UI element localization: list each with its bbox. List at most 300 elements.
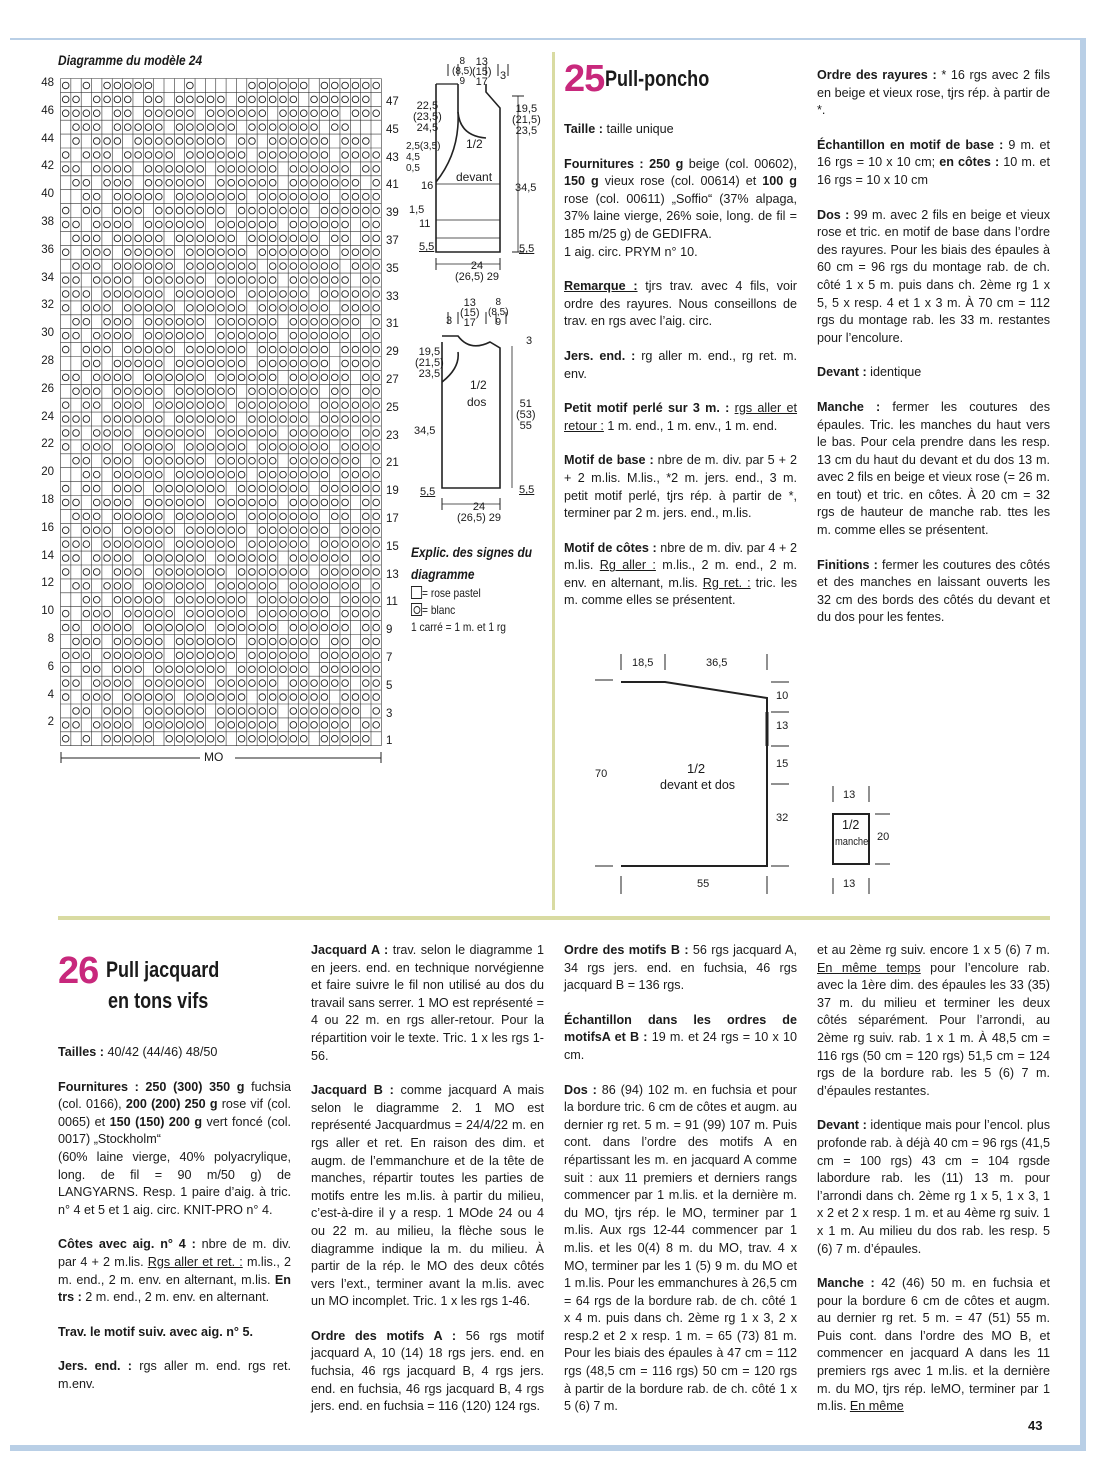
chart-stitch-circle	[259, 541, 266, 548]
row-number-left: 44	[41, 132, 54, 145]
front-right-vals: 19,5 (21,5) 23,5	[512, 103, 541, 137]
chart-stitch-circle	[238, 624, 245, 631]
chart-stitch-circle	[352, 249, 359, 256]
chart-stitch-circle	[280, 207, 287, 214]
chart-stitch-circle	[342, 624, 349, 631]
chart-stitch-circle	[249, 138, 256, 145]
row-number-left: 48	[41, 77, 54, 89]
chart-stitch-circle	[187, 124, 194, 131]
chart-stitch-circle	[259, 193, 266, 200]
chart-stitch-circle	[321, 652, 328, 659]
chart-stitch-circle	[218, 457, 225, 464]
row-number-left: 6	[47, 660, 54, 673]
front-left-vals: 22,5 (23,5) 24,5	[413, 100, 442, 134]
chart-stitch-circle	[373, 152, 380, 159]
chart-stitch-circle	[321, 471, 328, 478]
chart-stitch-circle	[300, 694, 307, 701]
model26-text-col3: Ordre des motifs B : 56 rgs jacquard A, 34 rgs jers. end. en fuchsia, 46 rgs jacquard B = 136 rgs. Échantillon dans les ordres de motifsA et B : 19 m. et 24 rgs = 10 x 10 cm. Dos : 86 (94) 102 m. en fuchsia et pour la bordure tric. 6 cm de côtes et augm. au dernier rg ret. 5 m. = 91 (99) 107 m. Puis cont. dans l’ordre des motifs A en répartissant les m. en jacquard A comme suit : aux 11 premiers et derniers rangs commencer par 1 m.lis. et la dernière m. du MO, tjrs rép. le MO, terminer par 1 m.lis. Aux rgs 12-44 commencer par 1 m.lis. et les 0(4) 8 m. du MO, trav. 4 x MO, terminer par les 1 (5) 9 m. du MO et 1 m.lis. Pour les emmanchures à 26,5 cm = 64 rgs de la bordure rab. de ch. côté 1 x 4 m. puis dans ch. 2ème rg 1 x 3, 2 x resp.2 et 2 x resp. 1 m. = 65 (73) 81 m. Pour les biais des épaules à 47 cm = 112 rgs (48,5 cm = 116 rgs) 50 cm = 120 rgs à partir de la bordure rab. de ch. côté 1 x 5 (6) 7 m.	[564, 943, 798, 1414]
chart-stitch-circle	[124, 471, 131, 478]
model25-number: 25	[564, 58, 605, 100]
chart-stitch-circle	[197, 346, 204, 353]
chart-stitch-circle	[73, 277, 80, 284]
chart-stitch-circle	[156, 722, 163, 729]
chart-stitch-circle	[187, 277, 194, 284]
chart-stitch-circle	[373, 666, 380, 673]
chart-stitch-circle	[124, 416, 131, 423]
chart-stitch-circle	[259, 305, 266, 312]
chart-stitch-circle	[269, 124, 276, 131]
chart-stitch-circle	[207, 694, 214, 701]
row-number-right: 21	[386, 457, 399, 470]
row-number-right: 17	[386, 512, 399, 525]
chart-stitch-circle	[197, 207, 204, 214]
chart-stitch-circle	[145, 263, 152, 270]
chart-stitch-circle	[197, 541, 204, 548]
chart-stitch-circle	[176, 402, 183, 409]
chart-stitch-circle	[197, 569, 204, 576]
chart-stitch-circle	[218, 124, 225, 131]
chart-stitch-circle	[166, 249, 173, 256]
chart-stitch-circle	[114, 722, 121, 729]
chart-stitch-circle	[259, 735, 266, 742]
chart-stitch-circle	[342, 596, 349, 603]
chart-stitch-circle	[259, 569, 266, 576]
chart-stitch-circle	[342, 124, 349, 131]
chart-stitch-circle	[62, 402, 69, 409]
chart-stitch-circle	[311, 263, 318, 270]
chart-stitch-circle	[352, 82, 359, 89]
chart-stitch-circle	[373, 694, 380, 701]
chart-stitch-circle	[156, 444, 163, 451]
chart-stitch-circle	[83, 179, 90, 186]
chart-stitch-circle	[259, 624, 266, 631]
chart-stitch-circle	[93, 430, 100, 437]
chart-stitch-circle	[259, 485, 266, 492]
chart-stitch-circle	[156, 166, 163, 173]
chart-stitch-circle	[187, 583, 194, 590]
chart-stitch-circle	[321, 277, 328, 284]
chart-stitch-circle	[124, 527, 131, 534]
chart-stitch-circle	[187, 457, 194, 464]
chart-stitch-circle	[342, 402, 349, 409]
chart-stitch-circle	[280, 82, 287, 89]
chart-stitch-circle	[321, 610, 328, 617]
chart-stitch-circle	[269, 193, 276, 200]
chart-stitch-circle	[124, 402, 131, 409]
chart-stitch-circle	[363, 416, 370, 423]
chart-stitch-circle	[238, 193, 245, 200]
chart-stitch-circle	[269, 346, 276, 353]
chart-stitch-circle	[269, 221, 276, 228]
chart-stitch-circle	[145, 513, 152, 520]
m25-sleeve-top: 13	[843, 789, 856, 801]
chart-stitch-circle	[124, 166, 131, 173]
chart-stitch-circle	[228, 583, 235, 590]
chart-stitch-circle	[187, 610, 194, 617]
chart-stitch-circle	[176, 596, 183, 603]
chart-stitch-circle	[363, 735, 370, 742]
chart-stitch-circle	[145, 444, 152, 451]
chart-stitch-circle	[197, 416, 204, 423]
chart-stitch-circle	[342, 735, 349, 742]
chart-stitch-circle	[238, 430, 245, 437]
chart-stitch-circle	[156, 332, 163, 339]
chart-stitch-circle	[156, 624, 163, 631]
chart-stitch-circle	[197, 402, 204, 409]
back-top-mid: 13 (15) 17	[460, 297, 480, 329]
chart-stitch-circle	[83, 346, 90, 353]
chart-stitch-circle	[62, 735, 69, 742]
chart-stitch-circle	[311, 305, 318, 312]
chart-stitch-circle	[135, 596, 142, 603]
chart-stitch-circle	[135, 402, 142, 409]
chart-stitch-circle	[187, 152, 194, 159]
chart-stitch-circle	[197, 527, 204, 534]
chart-stitch-circle	[218, 694, 225, 701]
chart-stitch-circle	[218, 360, 225, 367]
chart-stitch-circle	[228, 249, 235, 256]
chart-stitch-circle	[300, 583, 307, 590]
chart-stitch-circle	[311, 471, 318, 478]
chart-stitch-circle	[197, 96, 204, 103]
chart-stitch-circle	[352, 527, 359, 534]
chart-stitch-circle	[363, 471, 370, 478]
chart-stitch-circle	[331, 652, 338, 659]
chart-stitch-circle	[269, 444, 276, 451]
chart-stitch-circle	[156, 583, 163, 590]
chart-stitch-circle	[197, 499, 204, 506]
chart-stitch-circle	[300, 221, 307, 228]
chart-stitch-circle	[156, 138, 163, 145]
chart-stitch-circle	[352, 360, 359, 367]
chart-stitch-circle	[342, 708, 349, 715]
chart-stitch-circle	[93, 193, 100, 200]
chart-stitch-circle	[124, 555, 131, 562]
chart-stitch-circle	[249, 430, 256, 437]
chart-stitch-circle	[373, 193, 380, 200]
chart-stitch-circle	[187, 638, 194, 645]
chart-stitch-circle	[311, 166, 318, 173]
chart-stitch-circle	[321, 583, 328, 590]
chart-stitch-circle	[124, 249, 131, 256]
chart-stitch-circle	[373, 291, 380, 298]
chart-stitch-circle	[259, 318, 266, 325]
chart-stitch-circle	[93, 527, 100, 534]
chart-stitch-circle	[269, 402, 276, 409]
front-top-mid: 13 (15) 17	[472, 56, 492, 88]
chart-stitch-circle	[145, 430, 152, 437]
chart-stitch-circle	[145, 291, 152, 298]
chart-stitch-circle	[83, 485, 90, 492]
chart-stitch-circle	[73, 179, 80, 186]
chart-stitch-circle	[114, 360, 121, 367]
chart-stitch-circle	[83, 152, 90, 159]
chart-stitch-circle	[135, 610, 142, 617]
chart-stitch-circle	[145, 96, 152, 103]
chart-stitch-circle	[269, 610, 276, 617]
chart-stitch-circle	[280, 444, 287, 451]
chart-stitch-circle	[135, 444, 142, 451]
chart-stitch-circle	[321, 624, 328, 631]
chart-stitch-circle	[124, 263, 131, 270]
chart-stitch-circle	[280, 596, 287, 603]
chart-stitch-circle	[197, 291, 204, 298]
chart-stitch-circle	[156, 249, 163, 256]
row-number-left: 4	[47, 688, 54, 701]
row-number-right: 37	[386, 234, 399, 247]
m25-r13: 13	[776, 720, 789, 732]
chart-stitch-circle	[73, 722, 80, 729]
chart-stitch-circle	[321, 179, 328, 186]
chart-stitch-circle	[269, 318, 276, 325]
chart-stitch-circle	[280, 138, 287, 145]
chart-stitch-circle	[259, 513, 266, 520]
chart-stitch-circle	[156, 388, 163, 395]
chart-stitch-circle	[218, 110, 225, 117]
chart-stitch-circle	[104, 332, 111, 339]
chart-stitch-circle	[156, 499, 163, 506]
chart-stitch-circle	[373, 305, 380, 312]
chart-stitch-circle	[373, 235, 380, 242]
chart-stitch-circle	[197, 124, 204, 131]
chart-stitch-circle	[249, 235, 256, 242]
chart-stitch-circle	[187, 318, 194, 325]
chart-stitch-circle	[269, 694, 276, 701]
chart-stitch-circle	[187, 555, 194, 562]
chart-stitch-circle	[228, 318, 235, 325]
chart-stitch-circle	[93, 124, 100, 131]
chart-stitch-circle	[300, 124, 307, 131]
chart-stitch-circle	[300, 499, 307, 506]
chart-stitch-circle	[114, 96, 121, 103]
chart-stitch-circle	[176, 207, 183, 214]
chart-stitch-circle	[156, 277, 163, 284]
chart-stitch-circle	[124, 360, 131, 367]
chart-stitch-circle	[135, 388, 142, 395]
chart-stitch-circle	[290, 499, 297, 506]
chart-stitch-circle	[83, 193, 90, 200]
chart-stitch-circle	[166, 110, 173, 117]
chart-stitch-circle	[124, 457, 131, 464]
chart-stitch-circle	[290, 471, 297, 478]
chart-stitch-circle	[207, 360, 214, 367]
chart-stitch-circle	[311, 610, 318, 617]
chart-stitch-circle	[238, 96, 245, 103]
chart-stitch-circle	[145, 124, 152, 131]
chart-stitch-circle	[311, 513, 318, 520]
chart-stitch-circle	[300, 110, 307, 117]
chart-stitch-circle	[321, 485, 328, 492]
chart-stitch-circle	[145, 332, 152, 339]
chart-stitch-circle	[114, 430, 121, 437]
chart-stitch-circle	[300, 430, 307, 437]
chart-stitch-circle	[373, 277, 380, 284]
chart-stitch-circle	[331, 624, 338, 631]
row-number-left: 38	[41, 216, 54, 228]
chart-stitch-circle	[342, 82, 349, 89]
row-number-right: 1	[386, 735, 393, 748]
chart-stitch-circle	[197, 332, 204, 339]
chart-stitch-circle	[62, 221, 69, 228]
chart-stitch-circle	[207, 346, 214, 353]
chart-stitch-circle	[352, 207, 359, 214]
chart-stitch-circle	[363, 388, 370, 395]
chart-stitch-circle	[187, 444, 194, 451]
chart-stitch-circle	[104, 610, 111, 617]
chart-stitch-circle	[321, 527, 328, 534]
chart-stitch-circle	[342, 680, 349, 687]
chart-stitch-circle	[290, 596, 297, 603]
chart-stitch-circle	[207, 735, 214, 742]
chart-stitch-circle	[321, 402, 328, 409]
chart-stitch-circle	[321, 152, 328, 159]
chart-stitch-circle	[114, 680, 121, 687]
chart-stitch-circle	[187, 694, 194, 701]
chart-stitch-circle	[269, 305, 276, 312]
row-number-left: 20	[41, 466, 54, 479]
row-number-left: 32	[41, 299, 54, 312]
chart-stitch-circle	[331, 583, 338, 590]
chart-stitch-circle	[290, 152, 297, 159]
chart-stitch-circle	[269, 82, 276, 89]
chart-stitch-circle	[197, 430, 204, 437]
chart-stitch-circle	[342, 374, 349, 381]
back-v55b: 5,5	[519, 484, 535, 496]
chart-stitch-circle	[259, 291, 266, 298]
chart-stitch-circle	[135, 527, 142, 534]
back-v55a: 5,5	[420, 486, 436, 498]
chart-stitch-circle	[104, 346, 111, 353]
chart-stitch-circle	[124, 666, 131, 673]
chart-stitch-circle	[290, 124, 297, 131]
chart-stitch-circle	[342, 318, 349, 325]
chart-stitch-circle	[342, 193, 349, 200]
chart-stitch-circle	[218, 402, 225, 409]
chart-stitch-circle	[124, 332, 131, 339]
chart-stitch-circle	[363, 152, 370, 159]
chart-stitch-circle	[280, 305, 287, 312]
chart-stitch-circle	[187, 207, 194, 214]
chart-stitch-circle	[104, 624, 111, 631]
row-number-right: 19	[386, 485, 399, 498]
model26-title-1: Pull jacquard	[106, 957, 220, 982]
chart-stitch-circle	[197, 193, 204, 200]
chart-stitch-circle	[104, 221, 111, 228]
chart-stitch-circle	[300, 541, 307, 548]
chart-stitch-circle	[176, 541, 183, 548]
chart-stitch-circle	[331, 166, 338, 173]
chart-stitch-circle	[145, 735, 152, 742]
chart-stitch-circle	[166, 555, 173, 562]
chart-stitch-circle	[93, 263, 100, 270]
chart-stitch-circle	[145, 249, 152, 256]
chart-stitch-circle	[83, 513, 90, 520]
chart-stitch-circle	[104, 179, 111, 186]
chart-stitch-circle	[373, 583, 380, 590]
chart-stitch-circle	[104, 416, 111, 423]
chart-stitch-circle	[218, 583, 225, 590]
row-number-right: 29	[386, 346, 399, 359]
chart-stitch-circle	[373, 318, 380, 325]
chart-stitch-circle	[218, 471, 225, 478]
chart-stitch-circle	[331, 318, 338, 325]
chart-stitch-circle	[197, 596, 204, 603]
chart-stitch-circle	[104, 291, 111, 298]
chart-stitch-circle	[114, 193, 121, 200]
chart-stitch-circle	[197, 374, 204, 381]
chart-stitch-circle	[269, 485, 276, 492]
chart-stitch-circle	[187, 138, 194, 145]
chart-stitch-circle	[104, 430, 111, 437]
chart-stitch-circle	[218, 318, 225, 325]
chart-stitch-circle	[269, 652, 276, 659]
chart-stitch-circle	[373, 513, 380, 520]
chart-stitch-circle	[352, 152, 359, 159]
chart-stitch-circle	[187, 332, 194, 339]
chart-stitch-circle	[249, 680, 256, 687]
chart-stitch-circle	[290, 277, 297, 284]
m25-half: 1/2	[687, 761, 706, 776]
chart-stitch-circle	[290, 457, 297, 464]
chart-stitch-circle	[187, 388, 194, 395]
chart-stitch-circle	[311, 374, 318, 381]
chart-stitch-circle	[176, 360, 183, 367]
chart-stitch-circle	[218, 346, 225, 353]
chart-stitch-circle	[269, 138, 276, 145]
chart-stitch-circle	[249, 722, 256, 729]
chart-stitch-circle	[83, 360, 90, 367]
chart-stitch-circle	[166, 735, 173, 742]
chart-stitch-circle	[280, 652, 287, 659]
chart-stitch-circle	[207, 96, 214, 103]
back-v345: 34,5	[414, 425, 436, 437]
chart-stitch-circle	[197, 722, 204, 729]
chart-stitch-circle	[363, 541, 370, 548]
chart-stitch-circle	[124, 82, 131, 89]
chart-stitch-circle	[135, 152, 142, 159]
chart-stitch-circle	[249, 82, 256, 89]
row-number-right: 43	[386, 151, 399, 164]
chart-stitch-circle	[352, 291, 359, 298]
chart-stitch-circle	[249, 652, 256, 659]
m25-r15: 15	[776, 758, 789, 770]
back-top-right: 8 (8,5) 9	[488, 297, 509, 328]
chart-stitch-circle	[331, 416, 338, 423]
chart-stitch-circle	[114, 110, 121, 117]
chart-stitch-circle	[218, 249, 225, 256]
chart-stitch-circle	[187, 666, 194, 673]
chart-stitch-circle	[73, 332, 80, 339]
chart-stitch-circle	[145, 179, 152, 186]
chart-stitch-circle	[156, 457, 163, 464]
chart-stitch-circle	[124, 638, 131, 645]
chart-stitch-circle	[352, 263, 359, 270]
chart-stitch-circle	[290, 485, 297, 492]
chart-stitch-circle	[363, 193, 370, 200]
chart-stitch-circle	[207, 444, 214, 451]
chart-stitch-circle	[83, 541, 90, 548]
chart-stitch-circle	[311, 332, 318, 339]
chart-stitch-circle	[321, 541, 328, 548]
chart-stitch-circle	[238, 263, 245, 270]
chart-stitch-circle	[187, 235, 194, 242]
chart-stitch-circle	[311, 249, 318, 256]
chart-stitch-circle	[62, 541, 69, 548]
chart-stitch-circle	[321, 318, 328, 325]
model26-text-col2: Jacquard A : trav. selon le diagramme 1 en jeers. end. en technique norvégienne et faire suivre le fil non utilisé au dos du travail sans serrer. 1 MO est représenté = 4 ou 22 m. en rgs aller-retour. Pour la répartition voir le texte. Tric. 1 x les rgs 1-56. Jacquard B : comme jacquard A mais selon le diagramme 2. 1 MO est représenté Jacquardmus = 24/4/22 m. en rgs aller et ret. En raison des dim. et augm. de l’emmanchure et de la tête de manches, répartir toutes les parties de motifs entre les m.lis. à partir du milieu, c’est-à-dire il y a resp. 1 MOde 24 ou 4 ou 22 m. au milieu, la flèche sous le diagramme indique la m. du milieu. À partir de la rép. le MO des deux côtés vers l’ext., terminer avant la m.lis. avec un MO incomplet. Tric. 1 x les rgs 1-46. Ordre des motifs A : 56 rgs motif jacquard A, 10 (14) 18 rgs jers. end. en fuchsia, 46 rgs jacquard B, 4 rgs jers. end. en fuchsia, 46 rgs jacquard B, 4 rgs jers. end. en fuchsia = 116 (120) 124 rgs.	[311, 943, 544, 1414]
chart-stitch-circle	[352, 541, 359, 548]
chart-stitch-circle	[145, 624, 152, 631]
